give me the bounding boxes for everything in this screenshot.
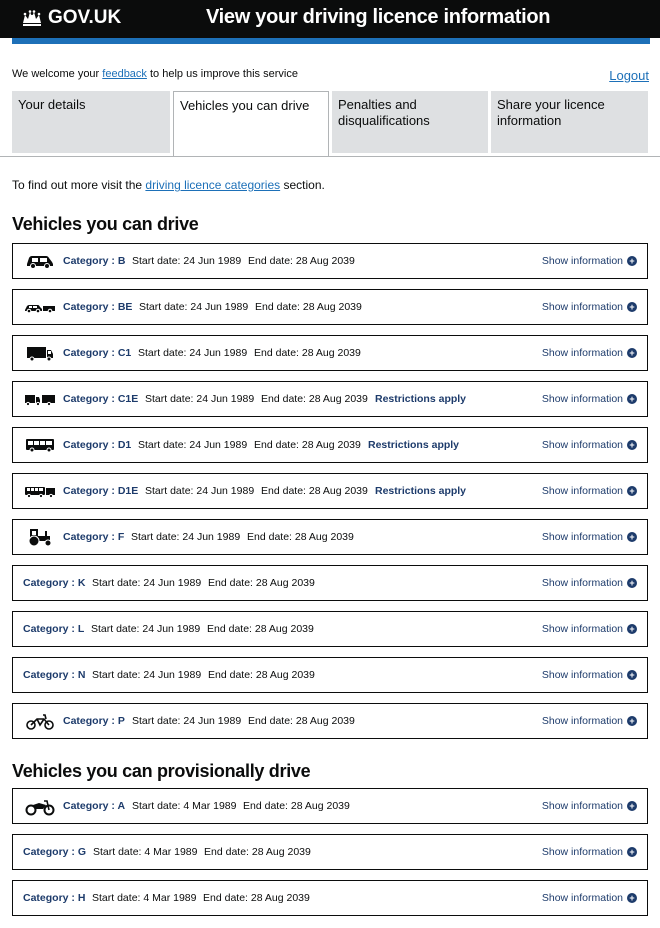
vehicle-row [12,289,648,325]
logout-link[interactable]: Logout [609,68,649,83]
category-label: Category : D1E [63,485,139,497]
show-information-button[interactable] [542,577,637,589]
tab-vehicles-you-can-drive[interactable]: Vehicles you can drive [173,91,329,157]
show-information-label: Show information [541,301,623,313]
vehicle-row [12,519,648,555]
intro-text [12,178,325,192]
plus-circle-icon: + [627,893,637,903]
plus-circle-icon: + [627,302,637,312]
start-date: Start date: 24 Jun 1989 [92,669,202,681]
feedback-banner [12,68,298,80]
lorry-icon [24,343,56,363]
category-label: Category : N [23,669,86,681]
show-information-label: Show information [541,715,623,727]
start-date: Start date: 24 Jun 1989 [132,715,242,727]
section-title-drive: Vehicles you can drive [12,214,199,234]
tab-your-details[interactable]: Your details [12,91,170,153]
tabs-divider [0,156,660,157]
start-date: Start date: 24 Jun 1989 [131,531,241,543]
tab-share-licence[interactable]: Share your licence information [491,91,648,153]
category-label: Category : H [23,892,86,904]
end-date: End date: 28 Aug 2039 [261,393,368,405]
plus-circle-icon: + [627,348,637,358]
start-date: Start date: 24 Jun 1989 [138,347,248,359]
plus-circle-icon: + [627,716,637,726]
header-blue-bar [12,38,650,44]
end-date: End date: 28 Aug 2039 [204,846,311,858]
show-information-label: Show information [541,892,623,904]
vehicle-row [12,788,648,824]
start-date: Start date: 4 Mar 1989 [92,892,197,904]
moped-icon [24,711,56,731]
show-information-label: Show information [541,255,623,267]
start-date: Start date: 24 Jun 1989 [92,577,202,589]
show-information-label: Show information [541,531,623,543]
service-title[interactable]: View your driving licence information [206,6,551,28]
plus-circle-icon: + [627,624,637,634]
show-information-label: Show information [541,846,623,858]
vehicle-row [12,611,648,647]
plus-circle-icon: + [627,847,637,857]
show-information-button[interactable] [542,800,637,812]
intro-prefix: To find out more visit the [12,178,146,192]
show-information-button[interactable] [542,301,637,313]
start-date: Start date: 4 Mar 1989 [93,846,198,858]
start-date: Start date: 4 Mar 1989 [132,800,237,812]
start-date: Start date: 24 Jun 1989 [91,623,201,635]
start-date: Start date: 24 Jun 1989 [145,393,255,405]
vehicle-row [12,703,648,739]
vehicle-row [12,335,648,371]
show-information-button[interactable] [542,669,637,681]
plus-circle-icon: + [627,578,637,588]
end-date: End date: 28 Aug 2039 [207,623,314,635]
vehicle-row [12,565,648,601]
end-date: End date: 28 Aug 2039 [248,255,355,267]
plus-circle-icon: + [627,670,637,680]
end-date: End date: 28 Aug 2039 [248,715,355,727]
feedback-prefix: We welcome your [12,68,103,80]
vehicle-row [12,834,648,870]
category-label: Category : C1 [63,347,132,359]
start-date: Start date: 24 Jun 1989 [139,301,249,313]
bus-icon [24,435,56,455]
vehicle-row [12,381,648,417]
show-information-button[interactable] [542,846,637,858]
end-date: End date: 28 Aug 2039 [261,485,368,497]
start-date: Start date: 24 Jun 1989 [145,485,255,497]
start-date: Start date: 24 Jun 1989 [138,439,248,451]
plus-circle-icon: + [627,486,637,496]
show-information-button[interactable] [542,255,637,267]
show-information-label: Show information [541,577,623,589]
category-label: Category : F [63,531,125,543]
show-information-label: Show information [541,800,623,812]
category-label: Category : L [23,623,85,635]
show-information-label: Show information [541,669,623,681]
end-date: End date: 28 Aug 2039 [254,439,361,451]
show-information-button[interactable] [542,347,637,359]
lorry-trailer-icon [24,389,56,409]
show-information-button[interactable] [542,892,637,904]
crown-icon [21,9,43,27]
category-label: Category : K [23,577,86,589]
tractor-icon [24,527,56,547]
category-label: Category : P [63,715,125,727]
category-label: Category : C1E [63,393,139,405]
end-date: End date: 28 Aug 2039 [203,892,310,904]
category-label: Category : G [23,846,87,858]
feedback-suffix: to help us improve this service [146,68,298,80]
end-date: End date: 28 Aug 2039 [247,531,354,543]
vehicle-row [12,427,648,463]
show-information-label: Show information [541,347,623,359]
show-information-label: Show information [541,485,623,497]
show-information-button[interactable] [542,393,637,405]
plus-circle-icon: + [627,394,637,404]
govuk-header [0,0,660,38]
restrictions-label: Restrictions apply [375,485,467,497]
category-label: Category : B [63,255,126,267]
car-icon [24,251,56,271]
plus-circle-icon: + [627,801,637,811]
end-date: End date: 28 Aug 2039 [243,800,350,812]
motorcycle-icon [24,796,56,816]
show-information-button[interactable] [542,531,637,543]
start-date: Start date: 24 Jun 1989 [132,255,242,267]
end-date: End date: 28 Aug 2039 [208,669,315,681]
bus-trailer-icon [24,481,56,501]
intro-suffix: section. [280,178,325,192]
show-information-button[interactable] [542,715,637,727]
tab-list [12,91,648,156]
vehicle-row [12,473,648,509]
show-information-label: Show information [541,623,623,635]
logo-text: GOV.UK [48,7,122,28]
section-title-provisional: Vehicles you can provisionally drive [12,761,311,781]
show-information-button[interactable] [542,623,637,635]
feedback-link[interactable]: feedback [102,68,147,80]
vehicle-row [12,657,648,693]
vehicle-row [12,243,648,279]
restrictions-label: Restrictions apply [368,439,460,451]
show-information-button[interactable] [542,439,637,451]
show-information-button[interactable] [542,485,637,497]
end-date: End date: 28 Aug 2039 [208,577,315,589]
restrictions-label: Restrictions apply [375,393,467,405]
end-date: End date: 28 Aug 2039 [255,301,362,313]
car-trailer-icon [24,297,56,317]
show-information-label: Show information [541,393,623,405]
plus-circle-icon: + [627,532,637,542]
category-label: Category : BE [63,301,133,313]
category-label: Category : A [63,800,126,812]
tab-penalties[interactable]: Penalties and disqualifications [332,91,488,153]
plus-circle-icon: + [627,256,637,266]
govuk-logo[interactable] [21,7,121,29]
vehicle-row [12,880,648,916]
category-label: Category : D1 [63,439,132,451]
show-information-label: Show information [541,439,623,451]
plus-circle-icon: + [627,440,637,450]
end-date: End date: 28 Aug 2039 [254,347,361,359]
categories-link[interactable]: driving licence categories [145,178,281,192]
